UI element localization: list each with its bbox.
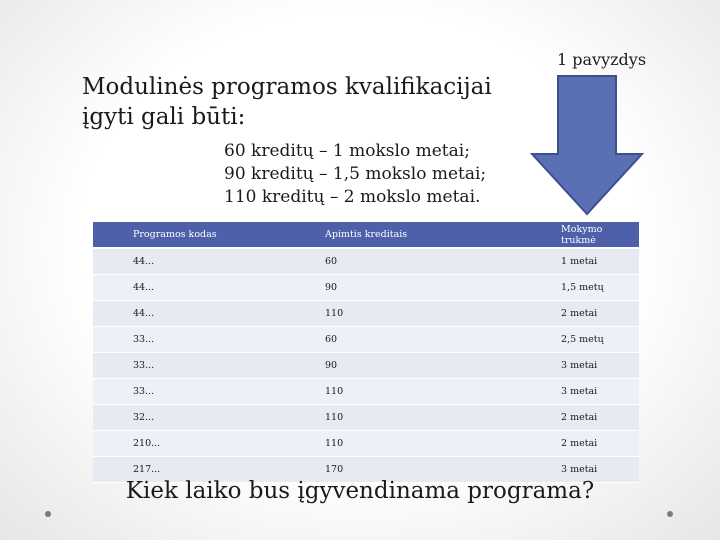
cell-credits: 110 bbox=[285, 405, 521, 431]
cell-duration: 3 metai bbox=[521, 457, 639, 483]
table-row bbox=[93, 275, 639, 301]
cell-duration: 1,5 metų bbox=[521, 275, 639, 301]
example-label: 1 pavyzdys bbox=[557, 50, 647, 69]
down-arrow-icon bbox=[530, 74, 644, 216]
cell-duration: 2 metai bbox=[521, 405, 639, 431]
cell-code: 33... bbox=[93, 353, 285, 379]
cell-code: 44... bbox=[93, 275, 285, 301]
table-header-row bbox=[93, 222, 639, 248]
cell-credits: 110 bbox=[285, 379, 521, 405]
header-program-code: Programos kodas bbox=[93, 222, 285, 248]
table-row bbox=[93, 353, 639, 379]
cell-duration: 3 metai bbox=[521, 353, 639, 379]
cell-code: 44... bbox=[93, 248, 285, 275]
cell-duration: 3 metai bbox=[521, 379, 639, 405]
table-row bbox=[93, 431, 639, 457]
cell-credits: 90 bbox=[285, 275, 521, 301]
cell-code: 33... bbox=[93, 379, 285, 405]
question-text: Kiek laiko bus įgyvendinama programa? bbox=[125, 478, 595, 504]
table-row bbox=[93, 327, 639, 353]
table-row bbox=[93, 379, 639, 405]
header-duration: Mokymo trukmė bbox=[521, 222, 639, 248]
cell-credits: 170 bbox=[285, 457, 521, 483]
decorative-dot-icon bbox=[667, 511, 673, 517]
programs-table bbox=[93, 222, 639, 483]
cell-duration: 2,5 metų bbox=[521, 327, 639, 353]
cell-duration: 2 metai bbox=[521, 431, 639, 457]
slide-title bbox=[82, 72, 542, 132]
credits-list bbox=[224, 140, 486, 209]
cell-credits: 90 bbox=[285, 353, 521, 379]
table-row bbox=[93, 248, 639, 275]
cell-credits: 110 bbox=[285, 301, 521, 327]
decorative-dot-icon bbox=[45, 511, 51, 517]
cell-duration: 1 metai bbox=[521, 248, 639, 275]
credits-line-2: 90 kreditų – 1,5 mokslo metai; bbox=[224, 164, 487, 184]
cell-credits: 60 bbox=[285, 248, 521, 275]
title-line-1: Modulinės programos kvalifikacijai bbox=[82, 74, 492, 100]
credits-line-1: 60 kreditų – 1 mokslo metai; bbox=[224, 141, 470, 161]
table-row bbox=[93, 301, 639, 327]
cell-duration: 2 metai bbox=[521, 301, 639, 327]
table-row bbox=[93, 405, 639, 431]
credits-line-3: 110 kreditų – 2 mokslo metai. bbox=[224, 187, 481, 207]
cell-code: 217... bbox=[93, 457, 285, 483]
cell-code: 210... bbox=[93, 431, 285, 457]
cell-code: 32... bbox=[93, 405, 285, 431]
title-line-2: įgyti gali būti: bbox=[82, 104, 246, 130]
cell-credits: 110 bbox=[285, 431, 521, 457]
header-credits: Apimtis kreditais bbox=[285, 222, 521, 248]
cell-credits: 60 bbox=[285, 327, 521, 353]
cell-code: 44... bbox=[93, 301, 285, 327]
cell-code: 33... bbox=[93, 327, 285, 353]
